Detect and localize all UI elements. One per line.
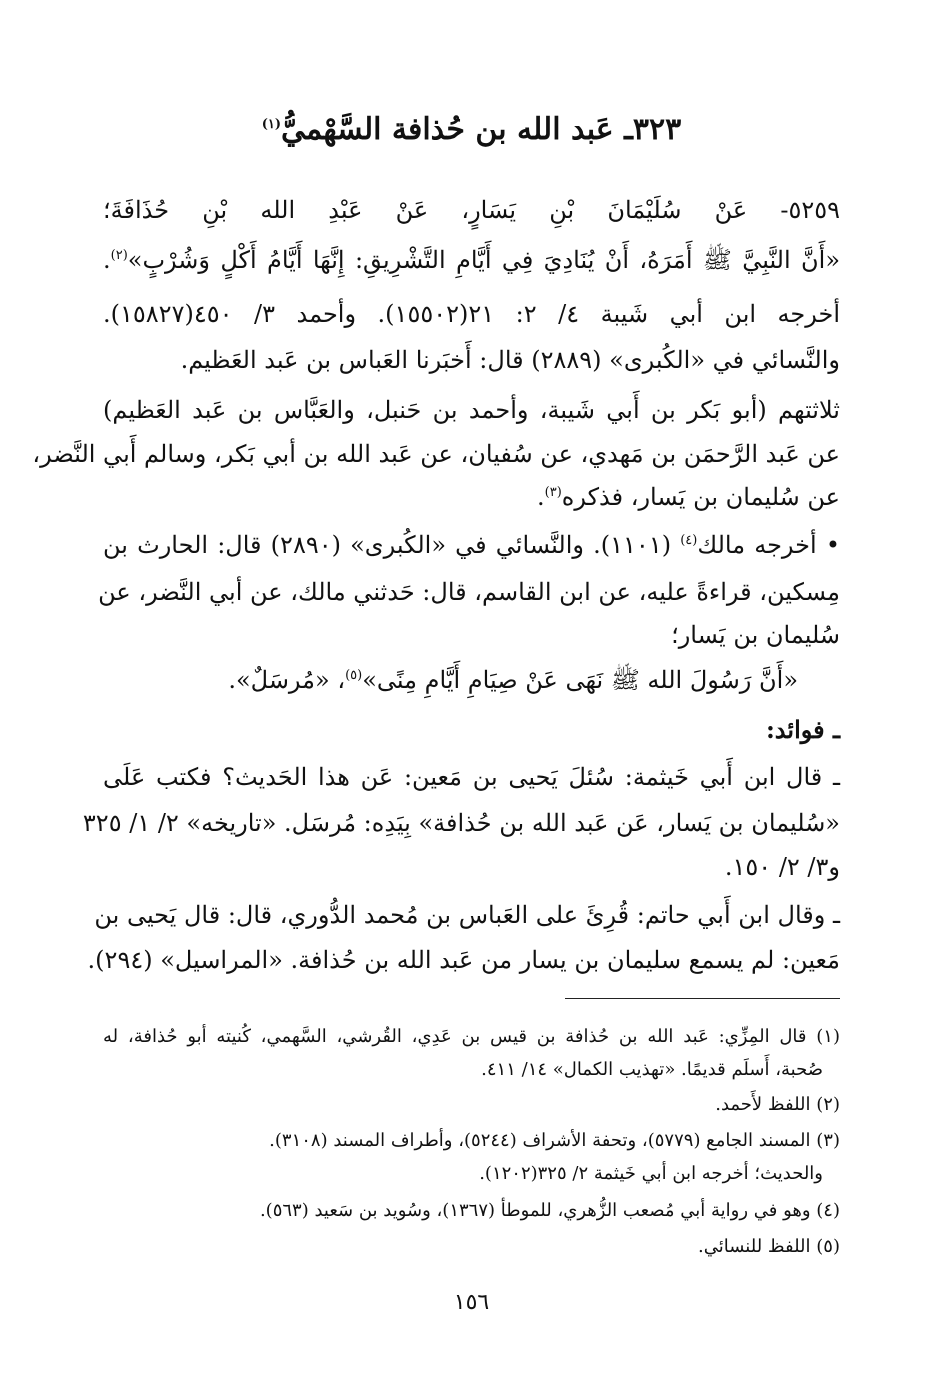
footnote-3: (٣) المسند الجامع (٥٧٧٩)، وتحفة الأشراف (٥٢٤٤)، وأطراف المسند (٣١٠٨). (269, 1130, 840, 1151)
takhrij-line (103, 525, 840, 565)
footnote-ref: (٥) (345, 668, 363, 683)
isnad-line: عن سُليمان بن يَسار، فذكره$^{(٣)}$. (537, 483, 840, 511)
footnote-5: (٥) اللفظ للنسائي. (698, 1236, 840, 1257)
benefits-heading: ـ فوائد: (765, 715, 840, 744)
benefit-line: مَعين: لم يسمع سليمان بن يسار من عَبد الله بن حُذافة. «المراسيل» (٢٩٤). (87, 946, 840, 974)
benefit-line: ـ قال ابن أَبي خَيثمة: سُئلَ يَحيى بن مَعين: عَن هذا الحَديث؟ فكتب عَلَى (103, 763, 840, 791)
footnote-ref: (٤) (680, 533, 698, 548)
footnote-1-cont: صُحبة، أَسلَم قديمًا. «تهذيب الكمال» ١٤/ ٤١١. (481, 1059, 823, 1080)
mursal-label: ، «مُرسَلٌ». (228, 666, 346, 694)
benefit-line: «سُليمان بن يَسار، عَن عَبد الله بن حُذافة» بِيَدِه: مُرسَل. «تاريخه» ٢/ ١/ ٣٢٥ (82, 809, 840, 837)
footnote-4: (٤) وهو في رواية أبي مُصعب الزُّهري، للموطأ (١٣٦٧)، وسُويد بن سَعيد (٥٦٣). (259, 1200, 840, 1221)
chapter-title-text: ٣٢٣ـ عَبد الله بن حُذافة السَّهْميُّ (281, 112, 682, 147)
hadith-matn-text: «أَنَّ النَّبِيَّ ﷺ أَمَرَهُ، أَنْ يُنَادِيَ فِي أَيَّامِ التَّشْرِيقِ: إِنَّهَا أَيَّامُ أَكْلٍ وَشُرْبٍ» (127, 246, 840, 274)
benefit-line: و٣/ ٢/ ١٥٠. (724, 853, 840, 881)
hadith-matn-text: «أَنَّ رَسُولَ الله ﷺ نَهَى عَنْ صِيَامِ أَيَّامِ مِنًى» (362, 666, 798, 694)
isnad-line: ثلاثتهم (أبو بَكر بن أَبي شَيبة، وأحمد بن حَنبل، والعَبَّاس بن عَبد العَظيم) (103, 396, 840, 424)
footnote-ref: (١) (261, 117, 282, 132)
footnote-ref: (٢) (110, 248, 128, 263)
footnote-2: (٢) اللفظ لأَحمد. (715, 1094, 840, 1115)
takhrij-line: والنَّسائي في «الكُبرى» (٢٨٨٩) قال: أَخبَرنا العَباس بن عَبد العَظيم. (180, 346, 840, 374)
hadith-matn (61, 660, 798, 700)
isnad-line: سُليمان بن يَسار؛ (671, 621, 840, 649)
footnote-ref: (٣) (544, 485, 562, 500)
footnote-separator (565, 998, 840, 999)
takhrij-line: أخرجه ابن أبي شَيبة ٤/ ٢: ٢١(١٥٥٠٢). وأحمد ٣/ ٤٥٠(١٥٨٢٧). (103, 300, 840, 328)
footnote-1: (١) قال المِزِّي: عَبد الله بن حُذافة بن قيس بن عَدِي، القُرشي، السَّهمي، كُنيته أبو حُذافة، له (103, 1026, 840, 1047)
isnad-text: عن سُليمان بن يَسار، فذكره (561, 483, 840, 511)
page-number: ١٥٦ (453, 1290, 490, 1315)
benefit-line: ـ وقال ابن أَبي حاتم: قُرِئَ على العَباس بن مُحمد الدُّوري، قال: قال يَحيى بن (94, 901, 840, 929)
chapter-title (0, 108, 943, 152)
takhrij-text: (١١٠١). والنَّسائي في «الكُبرى» (٢٨٩٠) قال: الحارث بن (103, 531, 681, 559)
takhrij-text: • أخرجه مالك (697, 531, 840, 559)
isnad-line: مِسكين، قراءةً عليه، عن ابن القاسم، قال: حَدثني مالك، عن أبي النَّضر، عن (98, 578, 840, 606)
hadith-number-line: ٥٢٥٩- عَنْ سُلَيْمَانَ بْنِ يَسَارٍ، عَنْ عَبْدِ الله بْنِ حُذَافَةَ؛ (103, 196, 840, 224)
footnote-3-cont: والحديث؛ أخرجه ابن أبي خَيثمة ٢/ ٣٢٥(١٢٠٢). (479, 1163, 823, 1184)
hadith-matn: «أَنَّ النَّبِيَّ ﷺ أَمَرَهُ، أَنْ يُنَادِيَ فِي أَيَّامِ التَّشْرِيقِ: إِنَّهَا أَيَّامُ أَكْلٍ وَشُرْبٍ»$^{(٢)}$. (103, 246, 840, 274)
isnad-line: عن عَبد الرَّحمَن بن مَهدي، عن سُفيان، عن عَبد الله بن أبي بَكر، وسالم أَبي النَّضر، (32, 440, 840, 468)
